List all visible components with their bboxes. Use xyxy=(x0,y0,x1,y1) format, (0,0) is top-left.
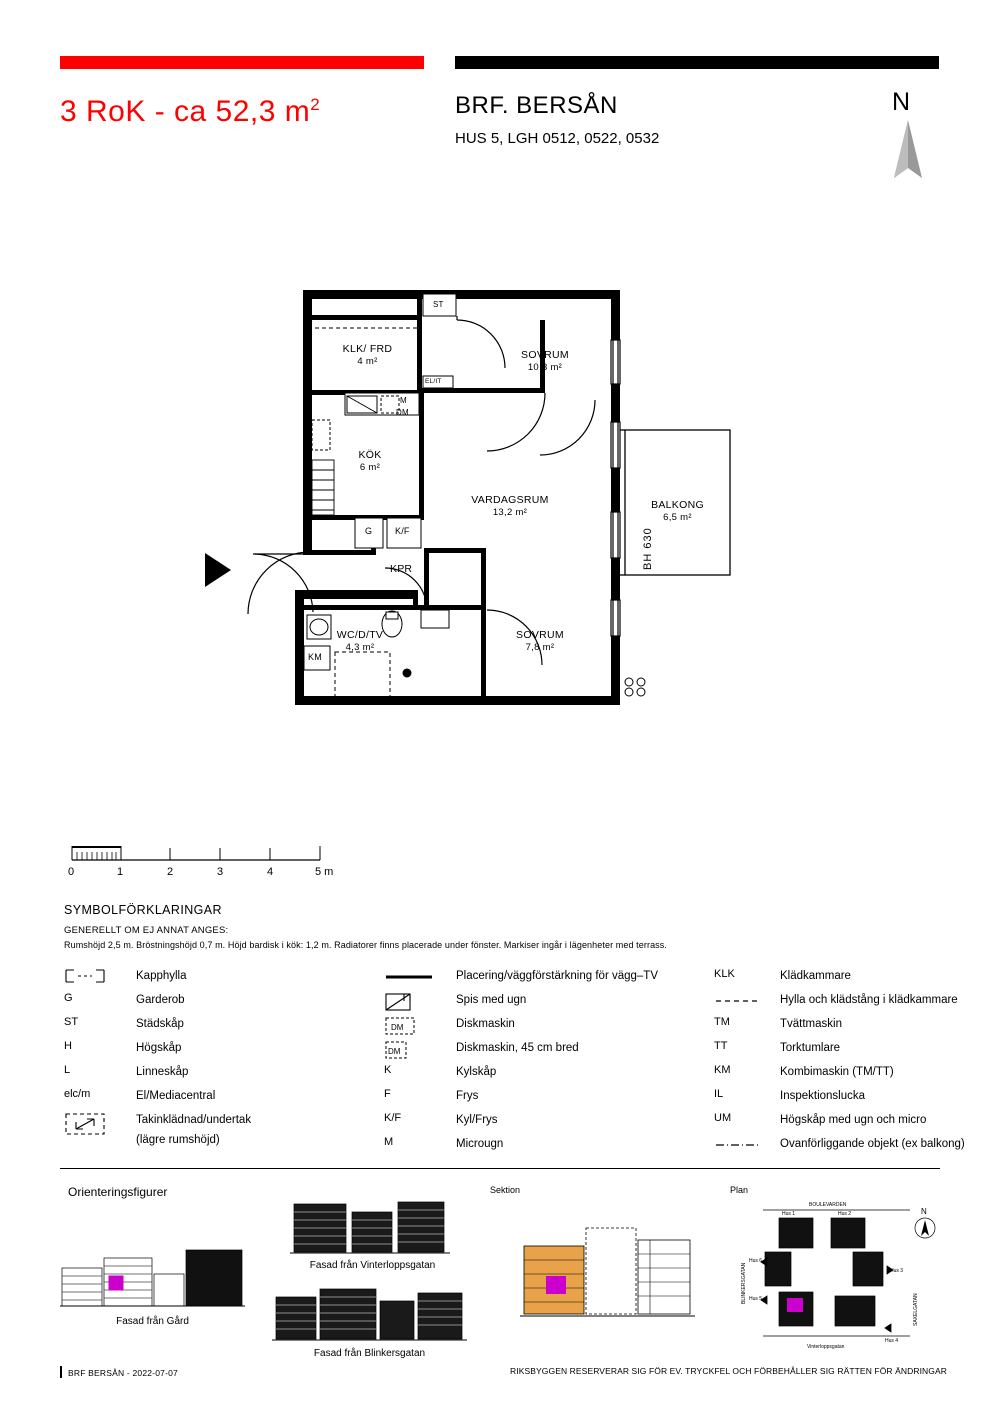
north-letter: N xyxy=(892,88,911,116)
legend-general-text: Rumshöjd 2,5 m. Bröstningshöjd 0,7 m. Höjd bardisk i kök: 1,2 m. Radiatorer finns placerade under fönster. Markiser ingår i lägenheter med terrass. xyxy=(64,940,667,950)
room-label-sovrum-2 xyxy=(485,628,595,655)
legend-label: Microugn xyxy=(456,1138,504,1150)
project-name: BRF. BERSÅN xyxy=(455,92,618,119)
marker-g: G xyxy=(365,526,373,536)
legend-label: Takinklädnad/undertak xyxy=(136,1114,252,1126)
svg-text:Vinterloppsgatan: Vinterloppsgatan xyxy=(807,1344,845,1350)
letter-icon: K xyxy=(384,1064,392,1076)
letter-icon: elc/m xyxy=(64,1088,91,1100)
legend-label: Torktumlare xyxy=(780,1042,841,1054)
legend-item xyxy=(64,1064,364,1088)
footer-bar-icon xyxy=(60,1366,62,1378)
legend-item xyxy=(384,1088,704,1112)
legend-item xyxy=(714,968,992,992)
scale-tick-0: 0 xyxy=(68,866,75,878)
footer-right-text: RIKSBYGGEN RESERVERAR SIG FÖR EV. TRYCKFEL OCH FÖRBEHÅLLER SIG RÄTTEN FÖR ÄNDRINGAR xyxy=(510,1366,948,1376)
scale-tick-1: 1 xyxy=(117,866,124,878)
marker-kf: K/F xyxy=(395,526,410,536)
legend-item xyxy=(384,968,704,992)
legend-label: Hylla och klädstång i klädkammare xyxy=(780,994,958,1006)
legend-label: Garderob xyxy=(136,994,185,1006)
scale-tick-5: 5 m xyxy=(315,866,334,878)
room-area: 4,3 m² xyxy=(345,642,375,654)
room-name: KÖK xyxy=(358,449,382,461)
room-area: 10,3 m² xyxy=(527,362,563,374)
legend-item xyxy=(714,1088,992,1112)
legend-label: Kyl/Frys xyxy=(456,1114,498,1126)
legend-label: Ovanförliggande objekt (ex balkong) xyxy=(780,1138,965,1150)
legend-item xyxy=(384,992,704,1016)
letter-icon: H xyxy=(64,1040,72,1052)
facade-gard-icon xyxy=(60,1240,245,1310)
svg-text:SAXELGATAN: SAXELGATAN xyxy=(913,1293,919,1326)
legend-item xyxy=(714,1016,992,1040)
legend-label: Linneskåp xyxy=(136,1066,189,1078)
room-area: 13,2 m² xyxy=(492,507,528,519)
facade-vinterloppsgatan-figure xyxy=(290,1196,450,1258)
north-arrow-icon xyxy=(888,120,928,200)
letter-icon: G xyxy=(64,992,73,1004)
legend-label: (lägre rumshöjd) xyxy=(136,1134,220,1146)
legend-item xyxy=(714,992,992,1016)
legend-label: Städskåp xyxy=(136,1018,184,1030)
letter-icon: KLK xyxy=(714,968,735,980)
legend-label: Högskåp med ugn och micro xyxy=(780,1114,927,1126)
scale-tick-3: 3 xyxy=(217,866,224,878)
marker-km: KM xyxy=(308,652,322,662)
legend-label: Spis med ugn xyxy=(456,994,527,1006)
legend-item xyxy=(64,1088,364,1112)
letter-icon: TM xyxy=(714,1016,730,1028)
room-label-kok xyxy=(330,448,410,475)
room-label-sovrum-1 xyxy=(490,348,600,375)
legend-label: Högskåp xyxy=(136,1042,182,1054)
footer-left-text: BRF BERSÅN - 2022-07-07 xyxy=(68,1368,178,1378)
legend-item xyxy=(384,1136,704,1160)
black-accent-bar xyxy=(455,56,939,69)
legend-label: Kapphylla xyxy=(136,970,187,982)
page-title-text: 3 RoK - ca 52,3 m xyxy=(60,95,311,128)
facade-gard-figure xyxy=(60,1240,245,1310)
legend-item xyxy=(384,1040,704,1064)
site-north-arrow-icon xyxy=(915,1207,935,1238)
scale-tick-4: 4 xyxy=(267,866,274,878)
facade-vinterloppsgatan-caption: Fasad från Vinterloppsgatan xyxy=(309,1260,436,1271)
letter-icon: IL xyxy=(714,1088,724,1100)
svg-text:Hus 3: Hus 3 xyxy=(890,1268,904,1274)
legend-label: Tvättmaskin xyxy=(780,1018,842,1030)
north-arrow xyxy=(888,88,928,182)
facade-blinkersgatan-figure xyxy=(272,1283,467,1345)
apartment-floorplan xyxy=(195,280,755,720)
legend-item xyxy=(64,968,364,992)
legend-item xyxy=(714,1136,992,1160)
room-name: WC/D/TV xyxy=(336,629,384,641)
room-area: 6 m² xyxy=(359,462,381,474)
scale-tick-2: 2 xyxy=(167,866,174,878)
letter-icon: F xyxy=(384,1088,391,1100)
legend-item xyxy=(714,1112,992,1136)
letter-icon: L xyxy=(64,1064,71,1076)
legend-column-3 xyxy=(714,968,992,1160)
room-name: SOVRUM xyxy=(516,629,564,641)
legend-label: Kombimaskin (TM/TT) xyxy=(780,1066,894,1078)
legend-column-1 xyxy=(64,968,364,1152)
room-area: 6,5 m² xyxy=(663,512,692,524)
room-name: BALKONG xyxy=(651,499,704,511)
svg-text:Hus 4: Hus 4 xyxy=(885,1338,899,1344)
letter-icon: TT xyxy=(714,1040,728,1052)
facade-blinkersgatan-caption: Fasad från Blinkersgatan xyxy=(313,1348,426,1359)
marker-st: ST xyxy=(433,300,444,309)
legend-item xyxy=(714,1064,992,1088)
legend-label: Diskmaskin xyxy=(456,1018,515,1030)
legend-item xyxy=(384,1064,704,1088)
dashed-line-icon xyxy=(714,992,778,1012)
svg-text:Hus 1: Hus 1 xyxy=(782,1211,796,1217)
page-title xyxy=(60,95,320,129)
marker-dm: DM xyxy=(396,408,409,417)
section-figure xyxy=(520,1210,695,1330)
legend-label: Frys xyxy=(456,1090,479,1102)
legend-item xyxy=(384,1112,704,1136)
letter-icon: M xyxy=(384,1136,394,1148)
svg-text:Hus 5: Hus 5 xyxy=(749,1296,763,1302)
marker-m: M xyxy=(400,396,407,405)
section-title: Sektion xyxy=(490,1185,521,1195)
marker-bh-630: BH 630 xyxy=(642,527,654,570)
room-label-vardagsrum xyxy=(440,493,580,520)
svg-text:Hus 2: Hus 2 xyxy=(838,1211,852,1217)
page-title-superscript: 2 xyxy=(310,95,321,114)
svg-text:DM: DM xyxy=(388,1047,401,1056)
facade-blinkersgatan-icon xyxy=(272,1283,467,1345)
room-label-wc xyxy=(315,628,405,655)
room-name: SOVRUM xyxy=(521,349,569,361)
dashdot-line-icon xyxy=(714,1136,778,1156)
legend-label: Diskmaskin, 45 cm bred xyxy=(456,1042,579,1054)
letter-icon: ST xyxy=(64,1016,79,1028)
legend-item xyxy=(64,1132,364,1152)
dishwasher-narrow-icon xyxy=(384,1040,454,1060)
room-area: 4 m² xyxy=(357,356,378,368)
site-plan-icon xyxy=(735,1196,945,1361)
svg-text:DM: DM xyxy=(391,1023,404,1032)
orientation-figures-title: Orienteringsfigurer xyxy=(68,1185,168,1199)
tv-wall-line-icon xyxy=(384,968,454,988)
facade-gard-caption: Fasad från Gård xyxy=(116,1316,189,1327)
legend-item xyxy=(384,1016,704,1040)
section-icon xyxy=(520,1210,695,1330)
legend-item xyxy=(64,992,364,1016)
legend-item xyxy=(64,1040,364,1064)
legend-item xyxy=(64,1016,364,1040)
hat-shelf-icon xyxy=(64,968,134,988)
letter-icon: UM xyxy=(714,1112,732,1124)
marker-kpr: KPR xyxy=(390,563,413,575)
room-area: 7,8 m² xyxy=(525,642,555,654)
project-subtitle: HUS 5, LGH 0512, 0522, 0532 xyxy=(455,130,660,147)
red-accent-bar xyxy=(60,56,424,69)
scale-bar xyxy=(68,840,368,895)
legend-label: Kylskåp xyxy=(456,1066,497,1078)
room-name: KLK/ FRD xyxy=(342,343,393,355)
ceiling-clad-icon xyxy=(64,1112,134,1132)
stove-icon xyxy=(384,992,454,1012)
legend-item xyxy=(64,1112,364,1132)
legend-label: El/Mediacentral xyxy=(136,1090,216,1102)
legend-divider xyxy=(60,1168,940,1169)
room-name: VARDAGSRUM xyxy=(471,494,549,506)
entrance-arrow-icon xyxy=(205,553,231,587)
site-plan-figure xyxy=(735,1196,945,1361)
legend-item xyxy=(714,1040,992,1064)
legend-label: Placering/väggförstärkning för vägg–TV xyxy=(456,970,658,982)
legend-title: SYMBOLFÖRKLARINGAR xyxy=(64,903,222,917)
facade-vinterloppsgatan-icon xyxy=(290,1196,450,1258)
site-plan-title: Plan xyxy=(730,1185,749,1195)
svg-text:BLINKERSGATAN: BLINKERSGATAN xyxy=(741,1262,747,1304)
footer-left xyxy=(60,1366,178,1378)
letter-icon: K/F xyxy=(384,1112,402,1124)
dishwasher-icon xyxy=(384,1016,454,1036)
legend-label: Inspektionslucka xyxy=(780,1090,866,1102)
legend-column-2 xyxy=(384,968,704,1160)
marker-elit: EL/IT xyxy=(425,378,442,385)
svg-text:Hus 6: Hus 6 xyxy=(749,1258,763,1264)
room-label-klk-frd xyxy=(320,342,415,369)
room-label-balkong xyxy=(630,498,725,525)
legend-general-title: GENERELLT OM EJ ANNAT ANGES: xyxy=(64,925,229,936)
svg-text:N: N xyxy=(921,1207,927,1216)
legend-label: Klädkammare xyxy=(780,970,851,982)
svg-text:BOULEVARDEN: BOULEVARDEN xyxy=(809,1202,847,1208)
letter-icon: KM xyxy=(714,1064,731,1076)
